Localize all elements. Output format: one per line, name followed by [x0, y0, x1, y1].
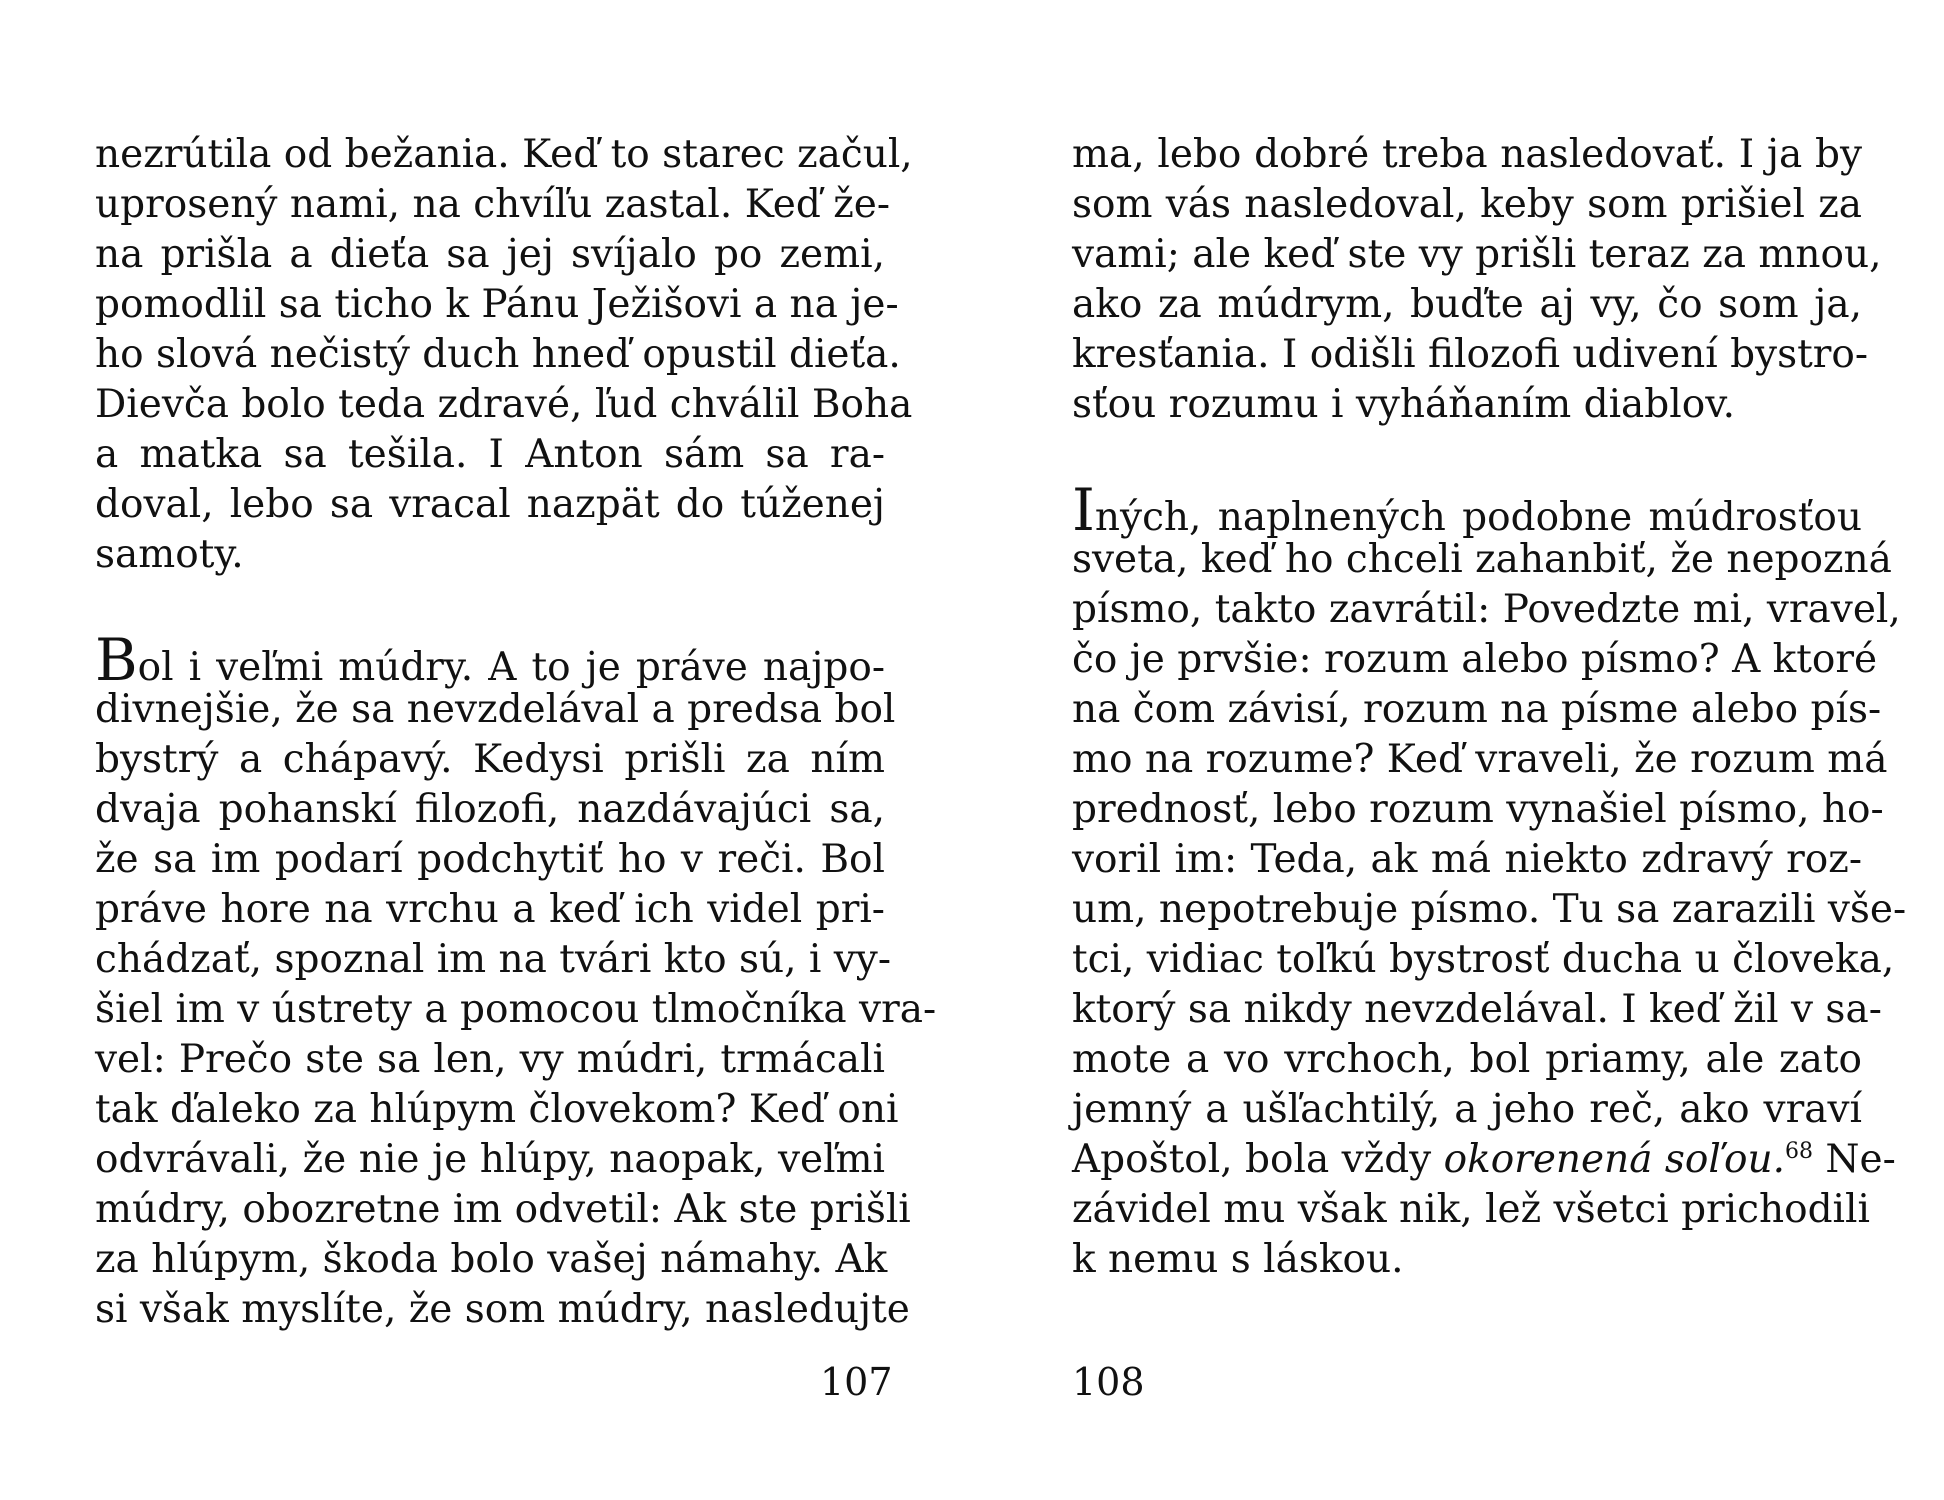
text-line: na čom závisí, rozum na písme alebo pís-	[1072, 687, 1882, 732]
left-paragraph-2	[95, 626, 937, 1335]
text-line: jemný a ušľachtilý, a jeho reč, ako vraví	[1072, 1087, 1862, 1132]
text-line: bystrý a chápavý. Kedysi prišli za ním	[95, 737, 885, 782]
footnote-mark: 68	[1784, 1139, 1813, 1164]
text-line: a matka sa tešila. I Anton sám sa ra-	[95, 432, 885, 477]
text-line: dvaja pohanskí filozofi, nazdávajúci sa,	[95, 787, 885, 832]
text-line: šiel im v ústrety a pomocou tlmočníka vra-	[95, 987, 937, 1032]
text-line-rest: ol i veľmi múdry. A to je práve najpo-	[137, 645, 885, 690]
text-line-with-quote	[1072, 1135, 1896, 1185]
text-line: múdry, obozretne im odvetil: Ak ste prišli	[95, 1187, 911, 1232]
quote-line-post: Ne-	[1812, 1137, 1896, 1182]
text-line: tci, vidiac toľkú bystrosť ducha u človeka,	[1072, 937, 1895, 982]
text-line: písmo, takto zavrátil: Povedzte mi, vravel,	[1072, 587, 1901, 632]
text-line: za hlúpym, škoda bolo vašej námahy. Ak	[95, 1237, 888, 1282]
text-line: závidel mu však nik, lež všetci prichodili	[1072, 1187, 1870, 1232]
text-line: k nemu s láskou.	[1072, 1237, 1404, 1282]
left-page	[95, 130, 937, 1335]
text-line: mo na rozume? Keď vraveli, že rozum má	[1072, 737, 1888, 782]
initial-letter: I	[1072, 476, 1095, 544]
right-page	[1072, 130, 1907, 1285]
text-line: ako za múdrym, buďte aj vy, čo som ja,	[1072, 282, 1862, 327]
left-paragraph-1	[95, 130, 913, 580]
text-line: si však myslíte, že som múdry, nasledujte	[95, 1287, 910, 1332]
text-line: mote a vo vrchoch, bol priamy, ale zato	[1072, 1037, 1862, 1082]
paragraph-gap	[95, 580, 885, 635]
paragraph-gap	[1072, 430, 1862, 485]
text-line: pomodlil sa ticho k Pánu Ježišovi a na je-	[95, 282, 899, 327]
text-line: že sa im podarí podchytiť ho v reči. Bol	[95, 837, 885, 882]
text-line: samoty.	[95, 532, 244, 577]
text-line: sveta, keď ho chceli zahanbiť, že nepozná	[1072, 537, 1892, 582]
text-line: prednosť, lebo rozum vynašiel písmo, ho-	[1072, 787, 1884, 832]
text-line: divnejšie, že sa nevzdelával a predsa bol	[95, 687, 896, 732]
page-number-left: 107	[820, 1360, 893, 1404]
text-line-rest: ných, naplnených podobne múdrosťou	[1094, 495, 1862, 540]
text-line: chádzať, spoznal im na tvári kto sú, i vy-	[95, 937, 891, 982]
text-line: ho slová nečistý duch hneď opustil dieťa.	[95, 332, 901, 377]
text-line-with-initial	[95, 626, 885, 694]
initial-letter: B	[95, 626, 138, 694]
text-line: práve hore na vrchu a keď ich videl pri-	[95, 887, 885, 932]
text-line: vel: Prečo ste sa len, vy múdri, trmácali	[95, 1037, 885, 1082]
text-line: sťou rozumu i vyháňaním diablov.	[1072, 382, 1736, 427]
text-line: čo je prvšie: rozum alebo písmo? A ktoré	[1072, 637, 1878, 682]
right-paragraph-2	[1072, 476, 1907, 1285]
text-line: vami; ale keď ste vy prišli teraz za mnou,	[1072, 232, 1882, 277]
text-line: ktorý sa nikdy nevzdelával. I keď žil v sa-	[1072, 987, 1882, 1032]
text-line: nezrútila od bežania. Keď to starec začul,	[95, 132, 913, 177]
text-line: um, nepotrebuje písmo. Tu sa zarazili vše-	[1072, 887, 1907, 932]
text-line: som vás nasledoval, keby som prišiel za	[1072, 182, 1862, 227]
text-line: Dievča bolo teda zdravé, ľud chválil Boha	[95, 382, 913, 427]
text-line: ma, lebo dobré treba nasledovať. I ja by	[1072, 132, 1862, 177]
text-line: odvrávali, že nie je hlúpy, naopak, veľmi	[95, 1137, 885, 1182]
italic-quote: okorenená soľou.	[1443, 1137, 1785, 1182]
text-line-with-initial	[1072, 476, 1862, 544]
text-line: kresťania. I odišli filozofi udivení bystro-	[1072, 332, 1869, 377]
text-line: tak ďaleko za hlúpym človekom? Keď oni	[95, 1087, 899, 1132]
right-paragraph-1	[1072, 130, 1882, 430]
text-line: uprosený nami, na chvíľu zastal. Keď že-	[95, 182, 891, 227]
text-line: voril im: Teda, ak má niekto zdravý roz-	[1072, 837, 1862, 882]
text-line: na prišla a dieťa sa jej svíjalo po zemi,	[95, 232, 885, 277]
text-line: doval, lebo sa vracal nazpät do túženej	[95, 482, 885, 527]
quote-line-pre: Apoštol, bola vždy	[1072, 1137, 1444, 1182]
page-number-right: 108	[1072, 1360, 1145, 1404]
